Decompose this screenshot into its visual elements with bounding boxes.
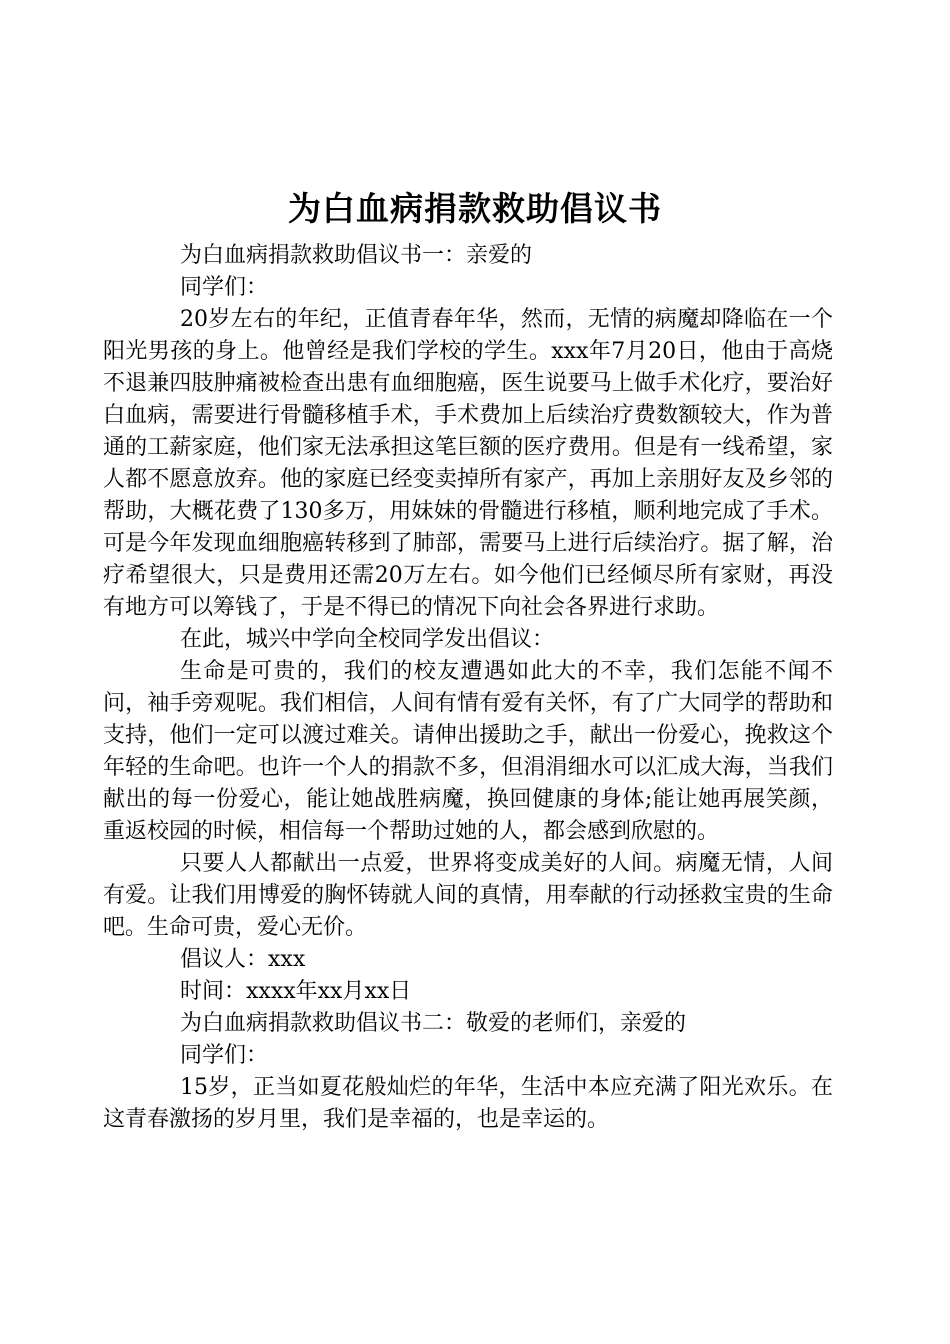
paragraph-proposal-intro: 在此，城兴中学向全校同学发出倡议： <box>180 627 555 652</box>
paragraph-proposal-two-heading: 为白血病捐款救助倡议书二：敬爱的老师们，亲爱的 <box>180 1011 687 1036</box>
document-body <box>103 240 833 1136</box>
paragraph-salutation-two: 同学们： <box>180 1043 269 1068</box>
paragraph-salutation: 同学们： <box>180 275 269 300</box>
document-title: 为白血病捐款救助倡议书 <box>288 189 662 228</box>
paragraph-story: 20岁左右的年纪，正值青春年华，然而，无情的病魔却降临在一个阳光男孩的身上。他曾经是我们学校的学生。xxx年7月20日，他由于高烧不退兼四肢肿痛被检查出患有血细胞癌，医生说要马上做手术化疗，要治好白血病，需要进行骨髓移植手术，手术费加上后续治疗费数额较大，作为普通的工薪家庭，他们家无法承担这笔巨额的医疗费用。但是有一线希望，家人都不愿意放弃。他的家庭已经变卖掉所有家产，再加上亲朋好友及乡邻的帮助，大概花费了130多万，用妹妹的骨髓进行移植，顺利地完成了手术。可是今年发现血细胞癌转移到了肺部，需要马上进行后续治疗。据了解，治疗希望很大，只是费用还需20万左右。如今他们已经倾尽所有家财，再没有地方可以筹钱了，于是不得已的情况下向社会各界进行求助。 <box>103 307 833 620</box>
paragraph-proposal-two-body: 15岁，正当如夏花般灿烂的年华，生活中本应充满了阳光欢乐。在这青春激扬的岁月里，我们是幸福的，也是幸运的。 <box>103 1075 833 1132</box>
paragraph-closing: 只要人人都献出一点爱，世界将变成美好的人间。病魔无情，人间有爱。让我们用博爱的胸怀铸就人间的真情，用奉献的行动拯救宝贵的生命吧。生命可贵，爱心无价。 <box>103 851 833 940</box>
paragraph-proposal-one-heading: 为白血病捐款救助倡议书一：亲爱的 <box>180 243 533 268</box>
paragraph-initiator: 倡议人：xxx <box>180 947 306 972</box>
paragraph-appeal: 生命是可贵的，我们的校友遭遇如此大的不幸，我们怎能不闻不问，袖手旁观呢。我们相信，人间有情有爱有关怀，有了广大同学的帮助和支持，他们一定可以渡过难关。请伸出援助之手，献出一份爱心，挽救这个年轻的生命吧。也许一个人的捐款不多，但涓涓细水可以汇成大海，当我们献出的每一份爱心，能让她战胜病魔，换回健康的身体;能让她再展笑颜，重返校园的时候，相信每一个帮助过她的人，都会感到欣慰的。 <box>103 659 833 844</box>
paragraph-date: 时间：xxxx年xx月xx日 <box>180 979 412 1004</box>
